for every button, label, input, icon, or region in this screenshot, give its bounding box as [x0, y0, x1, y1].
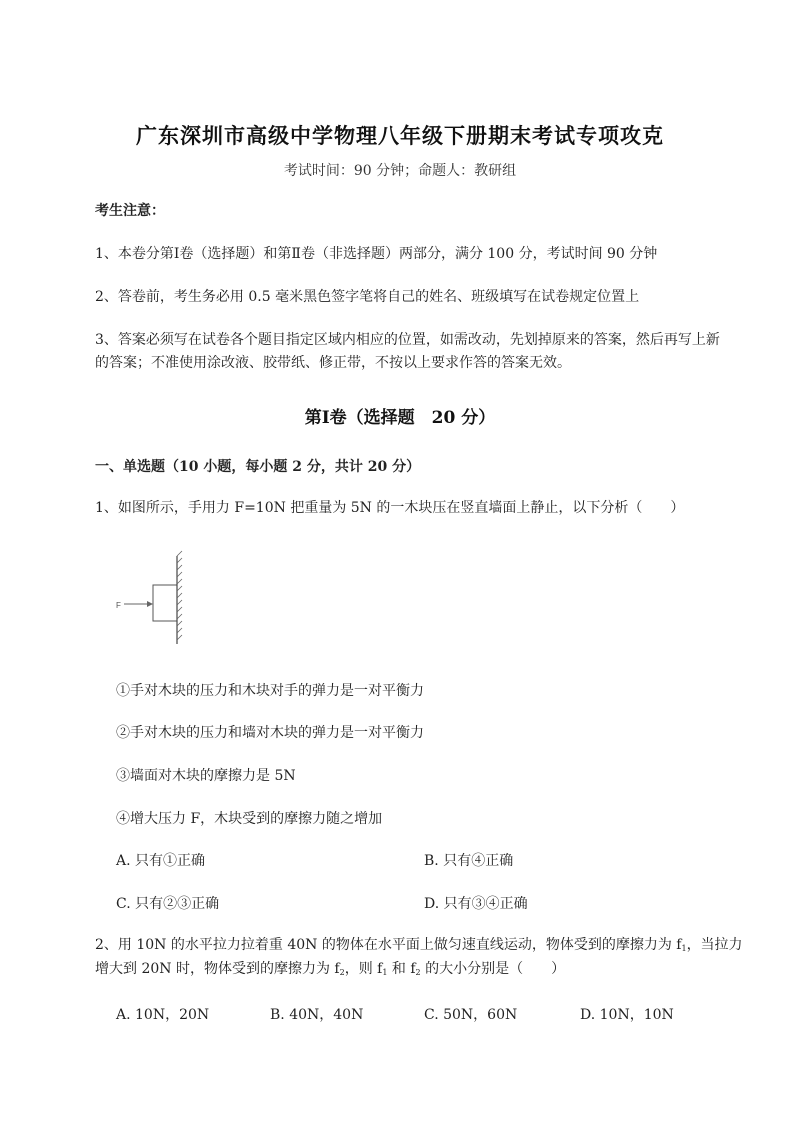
wall-hatching: [177, 551, 182, 640]
q1-option-b: B. 只有④正确: [424, 853, 514, 869]
q2-text: 和 f: [387, 961, 416, 977]
notice-item-1: 1、本卷分第Ⅰ卷（选择题）和第Ⅱ卷（非选择题）两部分，满分 100 分，考试时间 90 分钟: [95, 246, 658, 262]
subscript: 1: [681, 944, 687, 953]
q2-text: 增大到 20N 时，物体受到的摩擦力为 f: [95, 961, 340, 977]
q2-option-d: D. 10N，10N: [580, 1007, 674, 1023]
section-title: 第Ⅰ卷（选择题 20 分）: [304, 408, 496, 428]
q2-option-b: B. 40N，40N: [270, 1007, 364, 1023]
subscript: 2: [339, 968, 345, 977]
question-2-stem-line2: [95, 958, 565, 984]
force-diagram: [112, 548, 202, 648]
notice-item-3: 3、答案必须写在试卷各个题目指定区域内相应的位置，如需改动，先划掉原来的答案，然后再写上新: [95, 332, 720, 348]
statement-2: ②手对木块的压力和墙对木块的弹力是一对平衡力: [116, 725, 424, 741]
arrow-head: [147, 601, 153, 607]
q2-text: 的大小分别是（ ）: [420, 961, 566, 977]
page-title: 广东深圳市高级中学物理八年级下册期末考试专项攻克: [136, 123, 664, 148]
question-1-stem: 1、如图所示，手用力 F=10N 把重量为 5N 的一木块压在竖直墙面上静止，以下分析（ ）: [95, 500, 685, 516]
part-heading: 一、单选题（10 小题，每小题 2 分，共计 20 分）: [95, 459, 421, 475]
q2-option-a: A. 10N，20N: [116, 1007, 210, 1023]
subscript: 2: [415, 968, 421, 977]
wooden-block: [153, 585, 177, 621]
subscript: 1: [382, 968, 388, 977]
q1-option-a: A. 只有①正确: [116, 853, 206, 869]
statement-1: ①手对木块的压力和木块对手的弹力是一对平衡力: [116, 683, 424, 699]
notice-item-3-continued: 的答案；不准使用涂改液、胶带纸、修正带，不按以上要求作答的答案无效。: [95, 355, 571, 371]
force-label: F: [116, 601, 121, 610]
notice-heading: 考生注意：: [95, 203, 165, 219]
q1-option-d: D. 只有③④正确: [424, 896, 528, 912]
q2-option-c: C. 50N，60N: [424, 1007, 518, 1023]
statement-3: ③墙面对木块的摩擦力是 5N: [116, 768, 296, 784]
q2-text: ，当拉力: [686, 937, 743, 953]
notice-item-2: 2、答卷前，考生务必用 0.5 毫米黑色签字笔将自己的姓名、班级填写在试卷规定位置上: [95, 289, 640, 305]
q1-option-c: C. 只有②③正确: [116, 896, 220, 912]
statement-4: ④增大压力 F，木块受到的摩擦力随之增加: [116, 811, 383, 827]
question-2-stem-line1: [95, 934, 743, 960]
exam-info: 考试时间：90 分钟；命题人：教研组: [283, 163, 517, 179]
q2-text: 2、用 10N 的水平拉力拉着重 40N 的物体在水平面上做匀速直线运动，物体受到的摩擦力为 f: [95, 937, 682, 953]
q2-text: ，则 f: [344, 961, 383, 977]
